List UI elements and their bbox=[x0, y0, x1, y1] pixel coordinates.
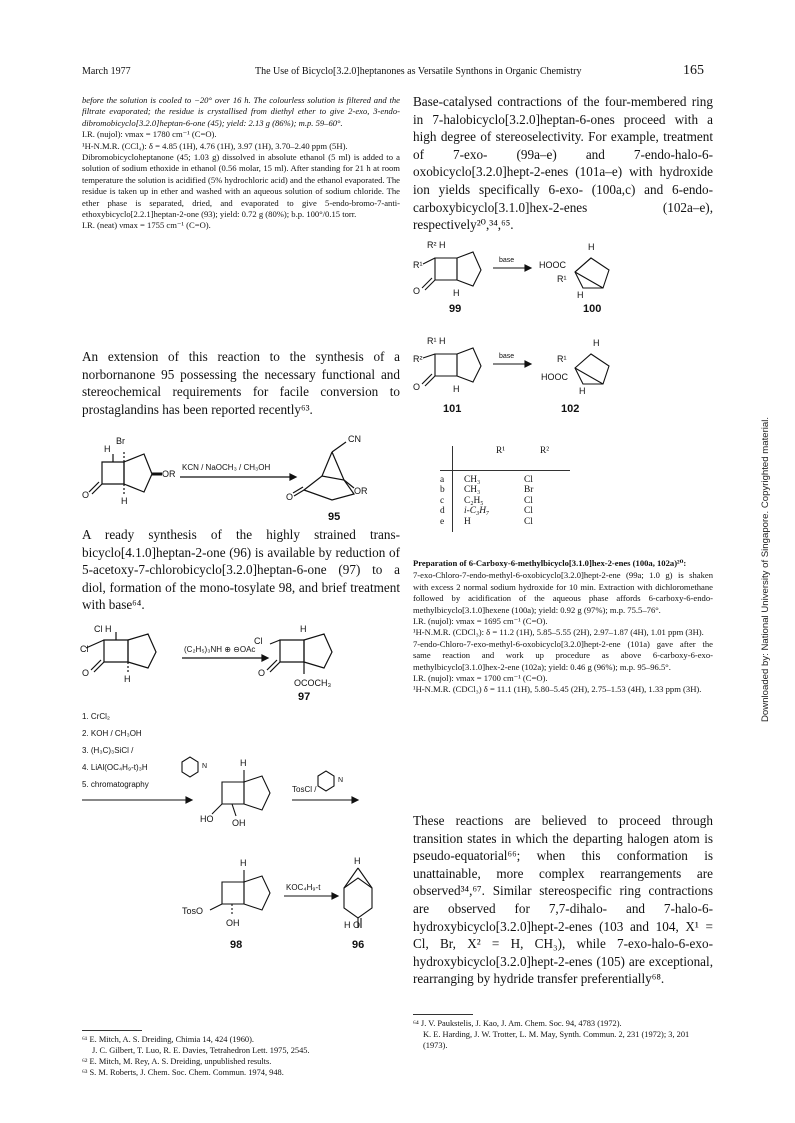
right-para-2: These reactions are believed to proceed through transition states in which the departing halogen atom is pseudo-equatorial⁶⁶; when this conformation is unattainable, more complex rearrangements are observed³⁴,⁶⁷. Similar stereospecific ring contractions are observed for 7,7-dihalo- and 7-halo-6-hydroxybicyclo[3.2.0]hept-2-enes (103 and 104, X¹ = Cl, Br, X² = H, CH₃), while 7-exo-halo-6-exo-hydroxybicyclo[3.2.0]hept-2-enes (105) are exceptional, rearranging by hydride transfer preferentially⁶⁸. bbox=[413, 813, 713, 987]
running-title: The Use of Bicyclo[3.2.0]heptanones as Versatile Synthons in Organic Chemistry bbox=[255, 66, 582, 77]
reagent-kcn: KCN / NaOCH₃ / CH₃OH bbox=[182, 463, 271, 472]
step-5: 5. chromatography bbox=[82, 780, 149, 789]
footnote-rule-right bbox=[413, 1014, 473, 1015]
h: H bbox=[453, 384, 460, 394]
page-number: 165 bbox=[683, 63, 704, 78]
prod-or: OR bbox=[354, 486, 368, 496]
h: H bbox=[124, 674, 131, 684]
prep-procedure: 7-exo-Chloro-7-endo-methyl-6-oxobicyclo[3.2.0]hept-2-ene (99a; 1.0 g) is shaken with excess 2 normal sodium hydroxide for 10 min. Extraction with dichloromethane followed by acidification of the aqueous phase affords 6-carboxy-6-endo-methylbicyclo[3.1.0]hexene (100a); yield: 0.92 g (97%); m.p. 75.5–76°. bbox=[413, 570, 713, 615]
table-row: d i-C₃H₇ Cl bbox=[440, 506, 533, 517]
footnote-61b: J. C. Gilbert, T. Luo, R. E. Davies, Tetrahedron Lett. 1975, 2545. bbox=[92, 1046, 310, 1055]
prod-o: O bbox=[286, 492, 294, 502]
base: base bbox=[499, 353, 515, 360]
hp2: H bbox=[577, 290, 584, 300]
h-o: H O bbox=[344, 920, 361, 930]
footnote-rule-left bbox=[82, 1030, 142, 1031]
pyridine-n-2: N bbox=[338, 777, 344, 784]
r1p: R¹ bbox=[557, 354, 567, 364]
label-102: 102 bbox=[561, 403, 580, 415]
scheme-98-96 bbox=[82, 748, 400, 956]
right-footnotes bbox=[413, 1018, 713, 1051]
base: base bbox=[499, 257, 515, 264]
step-3: 3. (H₃C)₃SiCl / bbox=[82, 746, 134, 755]
r2: R² bbox=[413, 354, 423, 364]
hp2: H bbox=[579, 386, 586, 396]
prod-h: H bbox=[300, 624, 307, 634]
r1p: R¹ bbox=[557, 274, 567, 284]
h: H bbox=[453, 288, 460, 298]
prod-cn: CN bbox=[348, 434, 361, 444]
table-row: a CH₃ Cl bbox=[440, 475, 533, 485]
sub-o: O bbox=[82, 490, 90, 500]
prep-nmr: ¹H-N.M.R. (CDCl₃): δ = 11.2 (1H), 5.85–5.55 (2H), 2.97–1.87 (4H), 1.01 ppm (3H). bbox=[413, 627, 704, 638]
h3: H bbox=[354, 856, 361, 866]
footnote-64: ⁶⁴ J. V. Paukstelis, J. Kao, J. Am. Chem. Soc. 94, 4783 (1972). bbox=[413, 1019, 622, 1028]
exp-ir: I.R. (nujol): νmax = 1780 cm⁻¹ (C=O). bbox=[82, 129, 217, 140]
label-98: 98 bbox=[230, 939, 243, 951]
step-2: 2. KOH / CH₃OH bbox=[82, 729, 142, 738]
exp-paragraph: before the solution is cooled to −20° over 16 h. The colourless solution is filtered and the filtrate evaporated; the residue is crystallised from diethyl ether to give 2-exo, 3-endo-dibromobicyclo[3.2.0]heptan-6-one (45); yield: 2.13 g (86%); m.p. 59–60°. bbox=[82, 95, 400, 128]
prep-nmr-2: ¹H-N.M.R. (CDCl₃) δ = 11.1 (1H), 5.80–5.45 (2H), 2.75–1.53 (4H), 1.33 ppm (3H). bbox=[413, 684, 702, 695]
table-row: e H Cl bbox=[440, 516, 533, 527]
right-para-1: Base-catalysed contractions of the four-membered ring in 7-halobicyclo[3.2.0]heptan-6-ones proceed with a high degree of stereoselectivity. For example, treatment of 7-exo- (99a–e) and 7-endo-halo-6-oxobicyclo[3.2.0]hept-2-enes (101a–e) with hydroxide ion yields specifically 6-exo- (100a,c) and 6-endo-carboxybicyclo[3.1.0]hex-2-enes (102a–e), respectively²⁰,³⁴,⁶⁵. bbox=[413, 94, 713, 233]
table-row: c C₂H₅ Cl bbox=[440, 495, 533, 506]
running-date: March 1977 bbox=[82, 66, 131, 77]
footnote-61: ⁶¹ E. Mitch, A. S. Dreiding, Chimia 14, 424 (1960). bbox=[82, 1035, 254, 1044]
oh2: OH bbox=[226, 918, 240, 928]
table-rule bbox=[440, 470, 570, 471]
cl: Cl bbox=[80, 644, 89, 654]
label-96: 96 bbox=[352, 939, 365, 951]
prep-title: Preparation of 6-Carboxy-6-methylbicyclo[3.1.0]hex-2-enes (100a, 102a)²⁰: bbox=[413, 558, 687, 568]
sub-br: Br bbox=[116, 436, 125, 446]
sub-or: OR bbox=[162, 469, 176, 479]
label-100: 100 bbox=[583, 303, 602, 315]
pyridine-n: N bbox=[202, 763, 208, 770]
scheme-99-100 bbox=[413, 238, 713, 318]
h2: H bbox=[240, 858, 247, 868]
o: O bbox=[413, 382, 421, 392]
sub-h: H bbox=[104, 444, 111, 454]
prep-procedure-2: 7-endo-Chloro-7-exo-methyl-6-oxobicyclo[3.2.0]hept-2-ene (101a) gave after the same reaction and work up procedure as above 6-carboxy-6-exo-methylbicyclo[3.1.0]hex-2-ene (102a); yield: 0.46 g (96%); m.p. 95–96.5°. bbox=[413, 638, 713, 672]
left-footnotes bbox=[82, 1034, 400, 1078]
ococh3: OCOCH₃ bbox=[294, 678, 332, 688]
o: O bbox=[413, 286, 421, 296]
hooc: HOOC bbox=[539, 260, 566, 270]
r1: R¹ bbox=[413, 260, 423, 270]
scheme-101-102 bbox=[413, 330, 713, 420]
step-4: 4. LiAl(OC₄H₉-t)₃H bbox=[82, 763, 148, 772]
r1h: R¹ H bbox=[427, 336, 446, 346]
substituent-table bbox=[440, 475, 533, 527]
sub-h2: H bbox=[121, 496, 128, 506]
preparation bbox=[413, 558, 713, 696]
label-101: 101 bbox=[443, 403, 462, 415]
hp: H bbox=[593, 338, 600, 348]
exp-nmr: ¹H-N.M.R. (CCl₄): δ = 4.85 (1H), 4.76 (1H), 3.97 (1H), 3.70–2.40 ppm (5H). bbox=[82, 140, 348, 151]
exp-ir2: I.R. (neat) νmax = 1755 cm⁻¹ (C=O). bbox=[82, 220, 211, 231]
left-para-2: A ready synthesis of the highly strained trans-bicyclo[4.1.0]heptan-2-one (96) is available by reduction of 5-acetoxy-7-chlorobicyclo[3.2.0]heptan-6-one (97) to a diol, formation of the mono-tosylate 98, and brief treatment with base⁶⁴. bbox=[82, 527, 400, 613]
cl-h: Cl H bbox=[94, 624, 112, 634]
footnote-63: ⁶³ S. M. Roberts, J. Chem. Soc. Chem. Commun. 1974, 948. bbox=[82, 1068, 284, 1077]
header-r1: R¹ bbox=[496, 446, 506, 456]
oh: OH bbox=[232, 818, 246, 828]
download-notice: Downloaded by: National University of Singapore. Copyrighted material. bbox=[760, 416, 771, 722]
prep-ir: I.R. (nujol): νmax = 1695 cm⁻¹ (C=O). bbox=[413, 616, 548, 627]
header-r2: R² bbox=[540, 446, 550, 456]
o: O bbox=[82, 668, 90, 678]
prod-o: O bbox=[258, 668, 266, 678]
scheme-97 bbox=[82, 622, 400, 702]
label-99: 99 bbox=[449, 303, 462, 315]
table-row: b CH₃ Br bbox=[440, 485, 534, 496]
tos-reagent: TosCl / bbox=[292, 785, 317, 794]
tos-o: TosO bbox=[182, 906, 204, 916]
label-95: 95 bbox=[328, 511, 341, 523]
ho: HO bbox=[200, 814, 214, 824]
label-97: 97 bbox=[298, 691, 311, 703]
base-kot: KOC₄H₉-t bbox=[286, 883, 321, 892]
left-experimental bbox=[82, 95, 400, 232]
prod-cl: Cl bbox=[254, 636, 263, 646]
step-1: 1. CrCl₂ bbox=[82, 712, 110, 721]
exp-procedure: Dibromobicycloheptanone (45; 1.03 g) dissolved in absolute ethanol (5 ml) is added to a solution of sodium ethoxide in ethanol (0.56 molar, 15 ml). After standing for 21 h at room temperature the solution is acidified (5% hydrochloric acid) and the ethanol evaporated. The residue is taken up in ether and washed with an aqueous solution of sodium chloride. The ether phase is separated, dried, and evaporated to give 5-endo-bromo-7-anti-ethoxybicyclo[2.2.1]heptan-2-one (93); yield: 0.72 g (80%); b.p. 100°/0.15 torr. bbox=[82, 152, 400, 220]
hp: H bbox=[588, 242, 595, 252]
hooc: HOOC bbox=[541, 372, 568, 382]
r2h: R² H bbox=[427, 240, 446, 250]
left-para-1: An extension of this reaction to the synthesis of a norbornanone 95 possessing the necessary functional and stereochemical requirements for facile conversion to prostaglandins has been reported recently⁶³. bbox=[82, 349, 400, 417]
scheme-95 bbox=[82, 432, 400, 522]
prep-ir-2: I.R. (nujol): νmax = 1700 cm⁻¹ (C=O). bbox=[413, 673, 548, 684]
footnote-64b: K. E. Harding, J. W. Trotter, L. M. May, Synth. Commun. 2, 231 (1972); 3, 201 (1973). bbox=[423, 1030, 690, 1050]
h1: H bbox=[240, 758, 247, 768]
footnote-62: ⁶² E. Mitch, M. Rey, A. S. Dreiding, unpublished results. bbox=[82, 1057, 272, 1066]
reagent-teaoac: (C₂H₅)₃NH ⊕ ⊖OAc bbox=[184, 645, 256, 654]
